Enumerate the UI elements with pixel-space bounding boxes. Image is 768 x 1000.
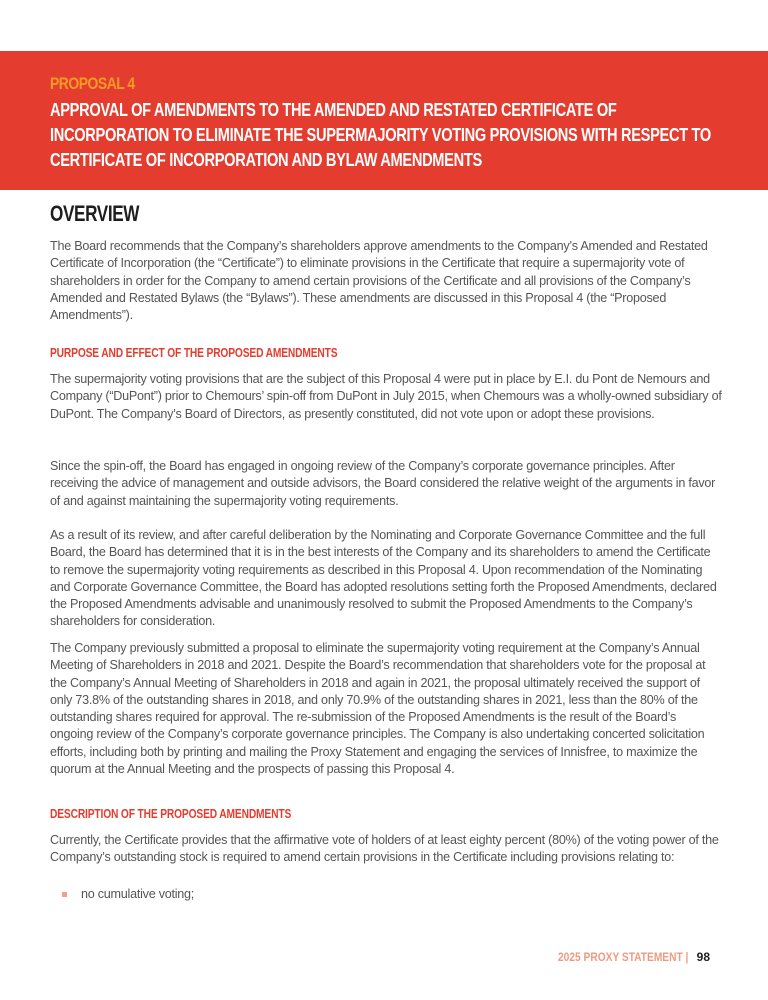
bullet-item xyxy=(50,886,722,903)
description-paragraph: Currently, the Certificate provides that the affirmative vote of holders of at least eighty percent (80%) of the voting power of the Company’s outstanding stock is required to amend certain provisions in the Certificate including provisions relating to: xyxy=(50,833,719,865)
overview-heading: OVERVIEW xyxy=(50,201,140,226)
description-bullets xyxy=(50,886,722,903)
description-body xyxy=(50,832,722,867)
purpose-section xyxy=(50,346,722,360)
page-footer xyxy=(535,950,710,964)
proposal-number: PROPOSAL 4 xyxy=(50,74,135,93)
page-number: 98 xyxy=(696,950,710,964)
purpose-paragraph: As a result of its review, and after careful deliberation by the Nominating and Corporate Governance Committee and the full Board, the Board has determined that it is in the best interests of the Company and its shareholders to amend the Certificate to remove the supermajority voting requirements as described in this Proposal 4. Upon recommendation of the Nominating and Corporate Governance Committee, the Board has adopted resolutions setting forth the Proposed Amendments, declared the Proposed Amendments advisable and unanimously resolved to submit the Proposed Amendments to the Company’s shareholders for consideration. xyxy=(50,528,717,629)
description-heading: DESCRIPTION OF THE PROPOSED AMENDMENTS xyxy=(50,807,292,821)
purpose-paragraph-1-wrap xyxy=(50,371,722,423)
purpose-paragraph-3-wrap xyxy=(50,527,722,631)
footer-label: 2025 PROXY STATEMENT | xyxy=(558,950,689,964)
purpose-paragraph: Since the spin-off, the Board has engaged in ongoing review of the Company’s corporate governance principles. After receiving the advice of management and outside advisors, the Board considered the relative weight of the arguments in favor of and against maintaining the supermajority voting requirements. xyxy=(50,459,716,508)
purpose-paragraph: The supermajority voting provisions that are the subject of this Proposal 4 were put in place by E.I. du Pont de Nemours and Company (“DuPont”) prior to Chemours’ spin-off from DuPont in July 2015, when Chemours was a wholly-owned subsidiary of DuPont. The Company’s Board of Directors, as presently constituted, did not vote upon or adopt these provisions. xyxy=(50,372,722,421)
purpose-heading: PURPOSE AND EFFECT OF THE PROPOSED AMENDMENTS xyxy=(50,346,338,360)
overview-paragraph: The Board recommends that the Company’s shareholders approve amendments to the Company’s Amended and Restated Certificate of Incorporation (the “Certificate”) to eliminate provisions in the Certificate that require a supermajority vote of shareholders in order for the Company to amend certain provisions of the Certificate and all provisions of the Company’s Amended and Restated Bylaws (the “Bylaws”). These amendments are discussed in this Proposal 4 (the “Proposed Amendments”). xyxy=(50,239,708,323)
purpose-paragraph-4-wrap xyxy=(50,640,722,778)
bullet-text: no cumulative voting; xyxy=(81,887,195,901)
proposal-title: APPROVAL OF AMENDMENTS TO THE AMENDED AND RESTATED CERTIFICATE OF INCORPORATION TO ELIMINATE THE SUPERMAJORITY VOTING PROVISIONS WITH RESPECT TO CERTIFICATE OF INCORPORATION AND BYLAW AMENDMENTS xyxy=(50,99,711,170)
overview-section xyxy=(50,238,722,324)
purpose-paragraph: The Company previously submitted a proposal to eliminate the supermajority voting requirement at the Company’s Annual Meeting of Shareholders in 2018 and 2021. Despite the Board’s recommendation that shareholders vote for the proposal at the Company’s Annual Meeting of Shareholders in 2018 and again in 2021, the proposal ultimately received the support of only 73.8% of the outstanding shares in 2018, and only 70.9% of the outstanding shares in 2021, less than the 80% of the outstanding shares required for approval. The re-submission of the Proposed Amendments is the result of the Board’s ongoing review of the Company’s corporate governance principles. The Company is also undertaking concerted solicitation efforts, including both by printing and mailing the Proxy Statement and engaging the services of Innisfree, to maximize the quorum at the Annual Meeting and the prospects of passing this Proposal 4. xyxy=(50,641,706,777)
purpose-paragraph-2-wrap xyxy=(50,458,722,510)
proposal-banner xyxy=(0,51,768,190)
description-section xyxy=(50,807,722,821)
bullet-square-icon xyxy=(62,892,67,897)
